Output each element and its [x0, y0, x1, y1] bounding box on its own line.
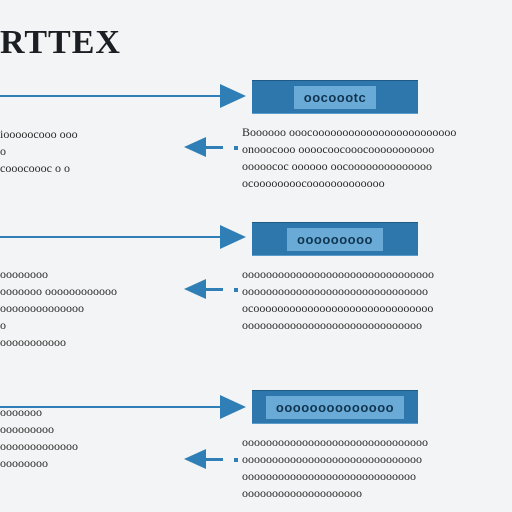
left-line: o	[0, 144, 6, 158]
process-box	[252, 222, 418, 256]
connector-line	[0, 236, 222, 238]
right-description	[242, 434, 508, 502]
right-line: oooooooooooooooooooooooooooooo	[242, 452, 422, 466]
left-description	[0, 126, 78, 177]
left-description	[0, 404, 78, 472]
right-line: ooooooooooooooooooooooooooooooo	[242, 435, 428, 449]
left-line: ooooooo	[0, 405, 42, 419]
right-line: oooooooooooooooooooo	[242, 486, 362, 500]
right-line: onooocooo oooocoocooocooooooooooo	[242, 142, 435, 156]
right-line: ooooooooooooooooooooooooooooo	[242, 469, 416, 483]
left-line: oooooooo	[0, 267, 48, 281]
left-line: oooooooooooooo	[0, 301, 84, 315]
right-line: ooooococ oooooo oocoooooooooooooo	[242, 159, 432, 173]
arrow-right-icon	[220, 225, 246, 249]
right-line: ocoooooooocooooooooooooo	[242, 176, 385, 190]
arrow-left-icon	[184, 449, 206, 469]
right-description	[242, 266, 508, 334]
arrow-right-icon	[220, 395, 246, 419]
process-box	[252, 390, 418, 424]
left-line: o	[0, 318, 6, 332]
arrow-left-icon	[184, 279, 206, 299]
left-line: ooooooo oooooooooooo	[0, 284, 117, 298]
connector-line	[0, 95, 222, 97]
right-description	[242, 124, 508, 192]
bullet-marker	[234, 458, 238, 462]
arrow-right-icon	[220, 84, 246, 108]
left-line: cooocoooc o o	[0, 161, 70, 175]
arrow-tail	[205, 146, 223, 149]
bullet-marker	[234, 146, 238, 150]
process-box-label: oooooooooooooo	[266, 396, 404, 419]
page-title: RTTEX	[0, 24, 121, 61]
left-line: ooooooooooo	[0, 335, 66, 349]
left-line: ooooooooo	[0, 422, 54, 436]
arrow-tail	[205, 458, 223, 461]
right-line: ocoooooooooooooooooooooooooooooo	[242, 301, 434, 315]
left-description	[0, 266, 117, 351]
right-line: oooooooooooooooooooooooooooooo	[242, 318, 422, 332]
arrow-tail	[205, 288, 223, 291]
right-line: Boooooo ooocoooooooooooooooooooooooo	[242, 125, 457, 139]
left-line: ooooooooooooo	[0, 439, 78, 453]
process-box-label: ooooooooo	[287, 228, 383, 251]
left-line: iooooocooo ooo	[0, 127, 78, 141]
right-line: ooooooooooooooooooooooooooooooo	[242, 284, 428, 298]
bullet-marker	[234, 288, 238, 292]
right-line: oooooooooooooooooooooooooooooooo	[242, 267, 434, 281]
arrow-left-icon	[184, 137, 206, 157]
process-box	[252, 80, 418, 114]
process-box-label: oocoootc	[294, 86, 377, 109]
left-line: oooooooo	[0, 456, 48, 470]
